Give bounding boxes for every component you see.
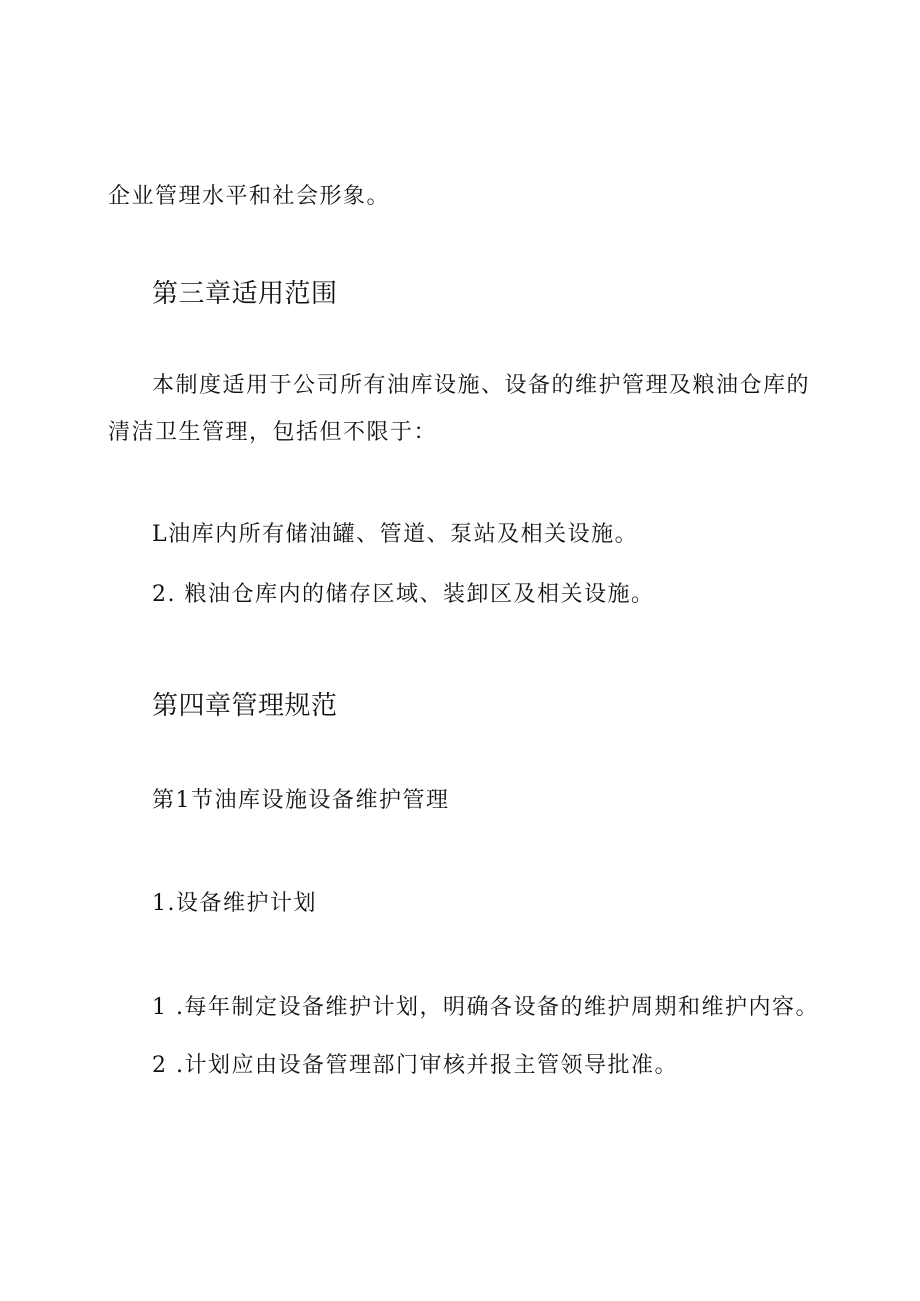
- chapter-3-paragraph-line-2: 清洁卫生管理，包括但不限于：: [108, 420, 438, 445]
- subsection-1-list-item-1: 1 .每年制定设备维护计划，明确各设备的维护周期和维护内容。: [152, 995, 819, 1020]
- chapter-3-list-item-2: 2. 粮油仓库内的储存区域、装卸区及相关设施。: [152, 582, 655, 607]
- chapter-3-heading: 第三章适用范围: [152, 279, 338, 309]
- section-1-heading: 第1节油库设施设备维护管理: [152, 788, 450, 813]
- subsection-1-heading: 1.设备维护计划: [152, 891, 317, 916]
- chapter-3-paragraph-line-1: 本制度适用于公司所有油库设施、设备的维护管理及粮油仓库的: [152, 373, 811, 398]
- intro-tail-text: 企业管理水平和社会形象。: [108, 184, 391, 209]
- subsection-1-list-item-2: 2 .计划应由设备管理部门审核并报主管领导批准。: [152, 1053, 678, 1078]
- chapter-4-heading: 第四章管理规范: [152, 691, 338, 721]
- chapter-3-list-item-1: L油库内所有储油罐、管道、泵站及相关设施。: [152, 522, 639, 547]
